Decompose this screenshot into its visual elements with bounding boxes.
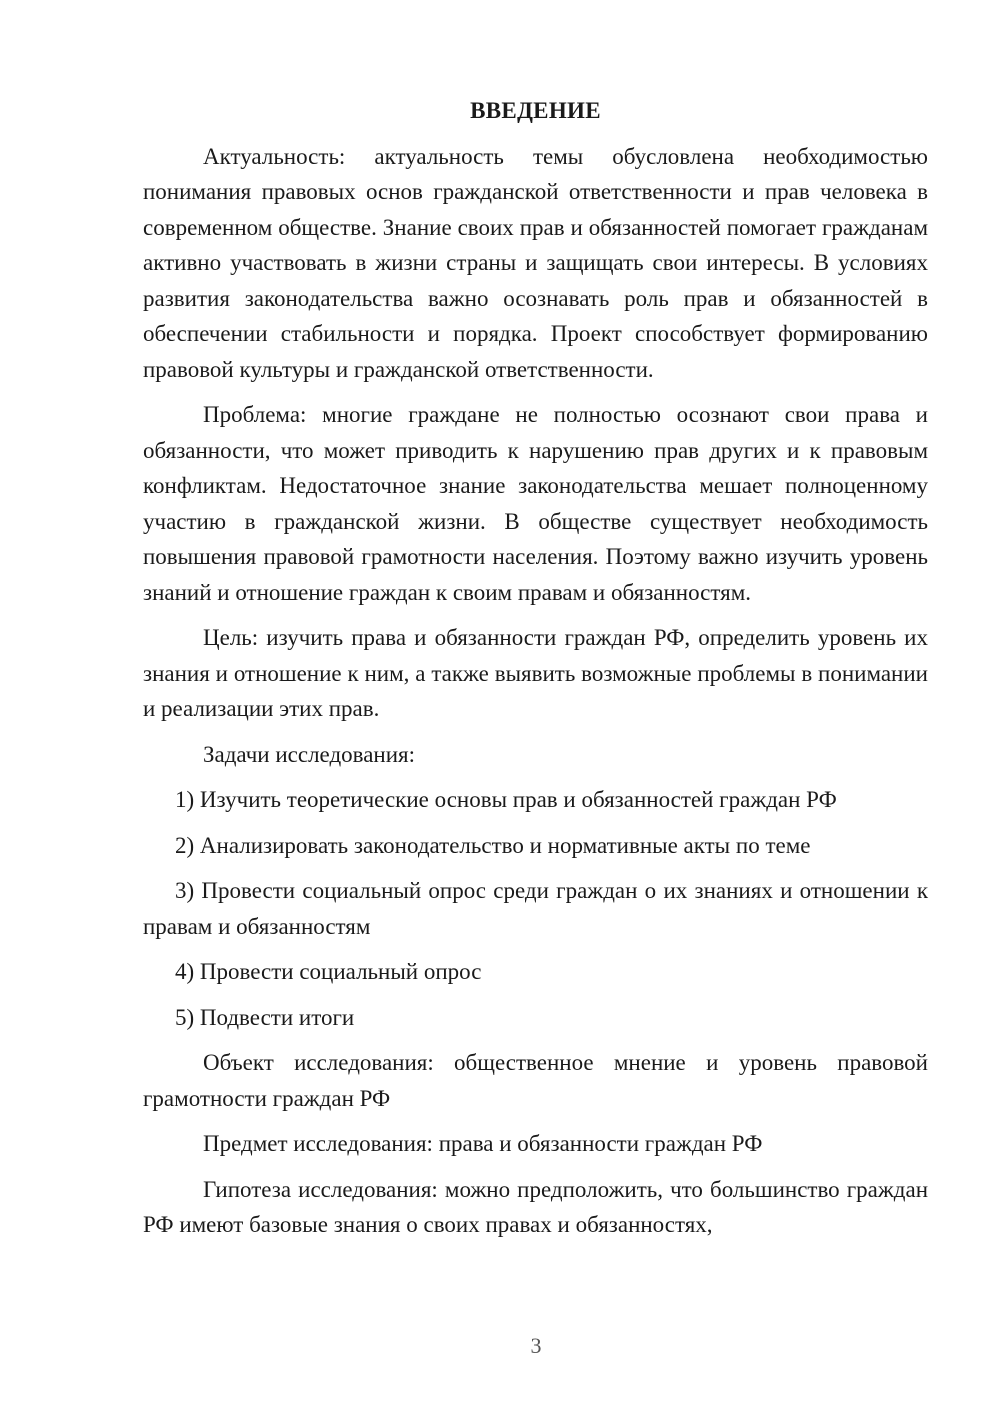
page-heading: ВВЕДЕНИЕ [470,98,601,123]
task-item: 1) Изучить теоретические основы прав и обязанностей граждан РФ [175,787,837,812]
tasks-label: Задачи исследования: [203,741,416,767]
task-item: 2) Анализировать законодательство и нормативные акты по теме [175,832,811,858]
goal-paragraph: Цель: изучить права и обязанности граждан РФ, определить уровень их знания и отношение к ним, а также выявить возможные проблемы в понимании и реализации этих прав. [143,625,928,721]
task-item: 4) Провести социальный опрос [175,959,482,984]
hypothesis-paragraph: Гипотеза исследования: можно предположить, что большинство граждан РФ имеют базовые знания о своих правах и обязанностях, [143,1176,928,1237]
task-item: 5) Подвести итоги [175,1004,355,1030]
task-item: 3) Провести социальный опрос среди граждан о их знаниях и отношении к правам и обязанностям [143,878,928,939]
page-content [143,93,928,1243]
subject-paragraph: Предмет исследования: права и обязанности граждан РФ [203,1131,763,1156]
relevance-paragraph: Актуальность: актуальность темы обусловлена необходимостью понимания правовых основ гражданской ответственности и прав человека в современном обществе. Знание своих прав и обязанностей помогает гражданам активно участвовать в жизни страны и защищать свои интересы. В условиях развития законодательства важно осознавать роль прав и обязанностей в обеспечении стабильности и порядка. Проект способствует формированию правовой культуры и гражданской ответственности. [143,143,928,382]
object-paragraph: Объект исследования: общественное мнение и уровень правовой грамотности граждан РФ [143,1050,928,1111]
page-number: 3 [530,1333,542,1358]
problem-paragraph: Проблема: многие граждане не полностью осознают свои права и обязанности, что может приводить к нарушению прав других и к правовым конфликтам. Недостаточное знание законодательства мешает полноценному участию в гражданской жизни. В обществе существует необходимость повышения правовой грамотности населения. Поэтому важно изучить уровень знаний и отношение граждан к своим правам и обязанностям. [143,402,928,605]
